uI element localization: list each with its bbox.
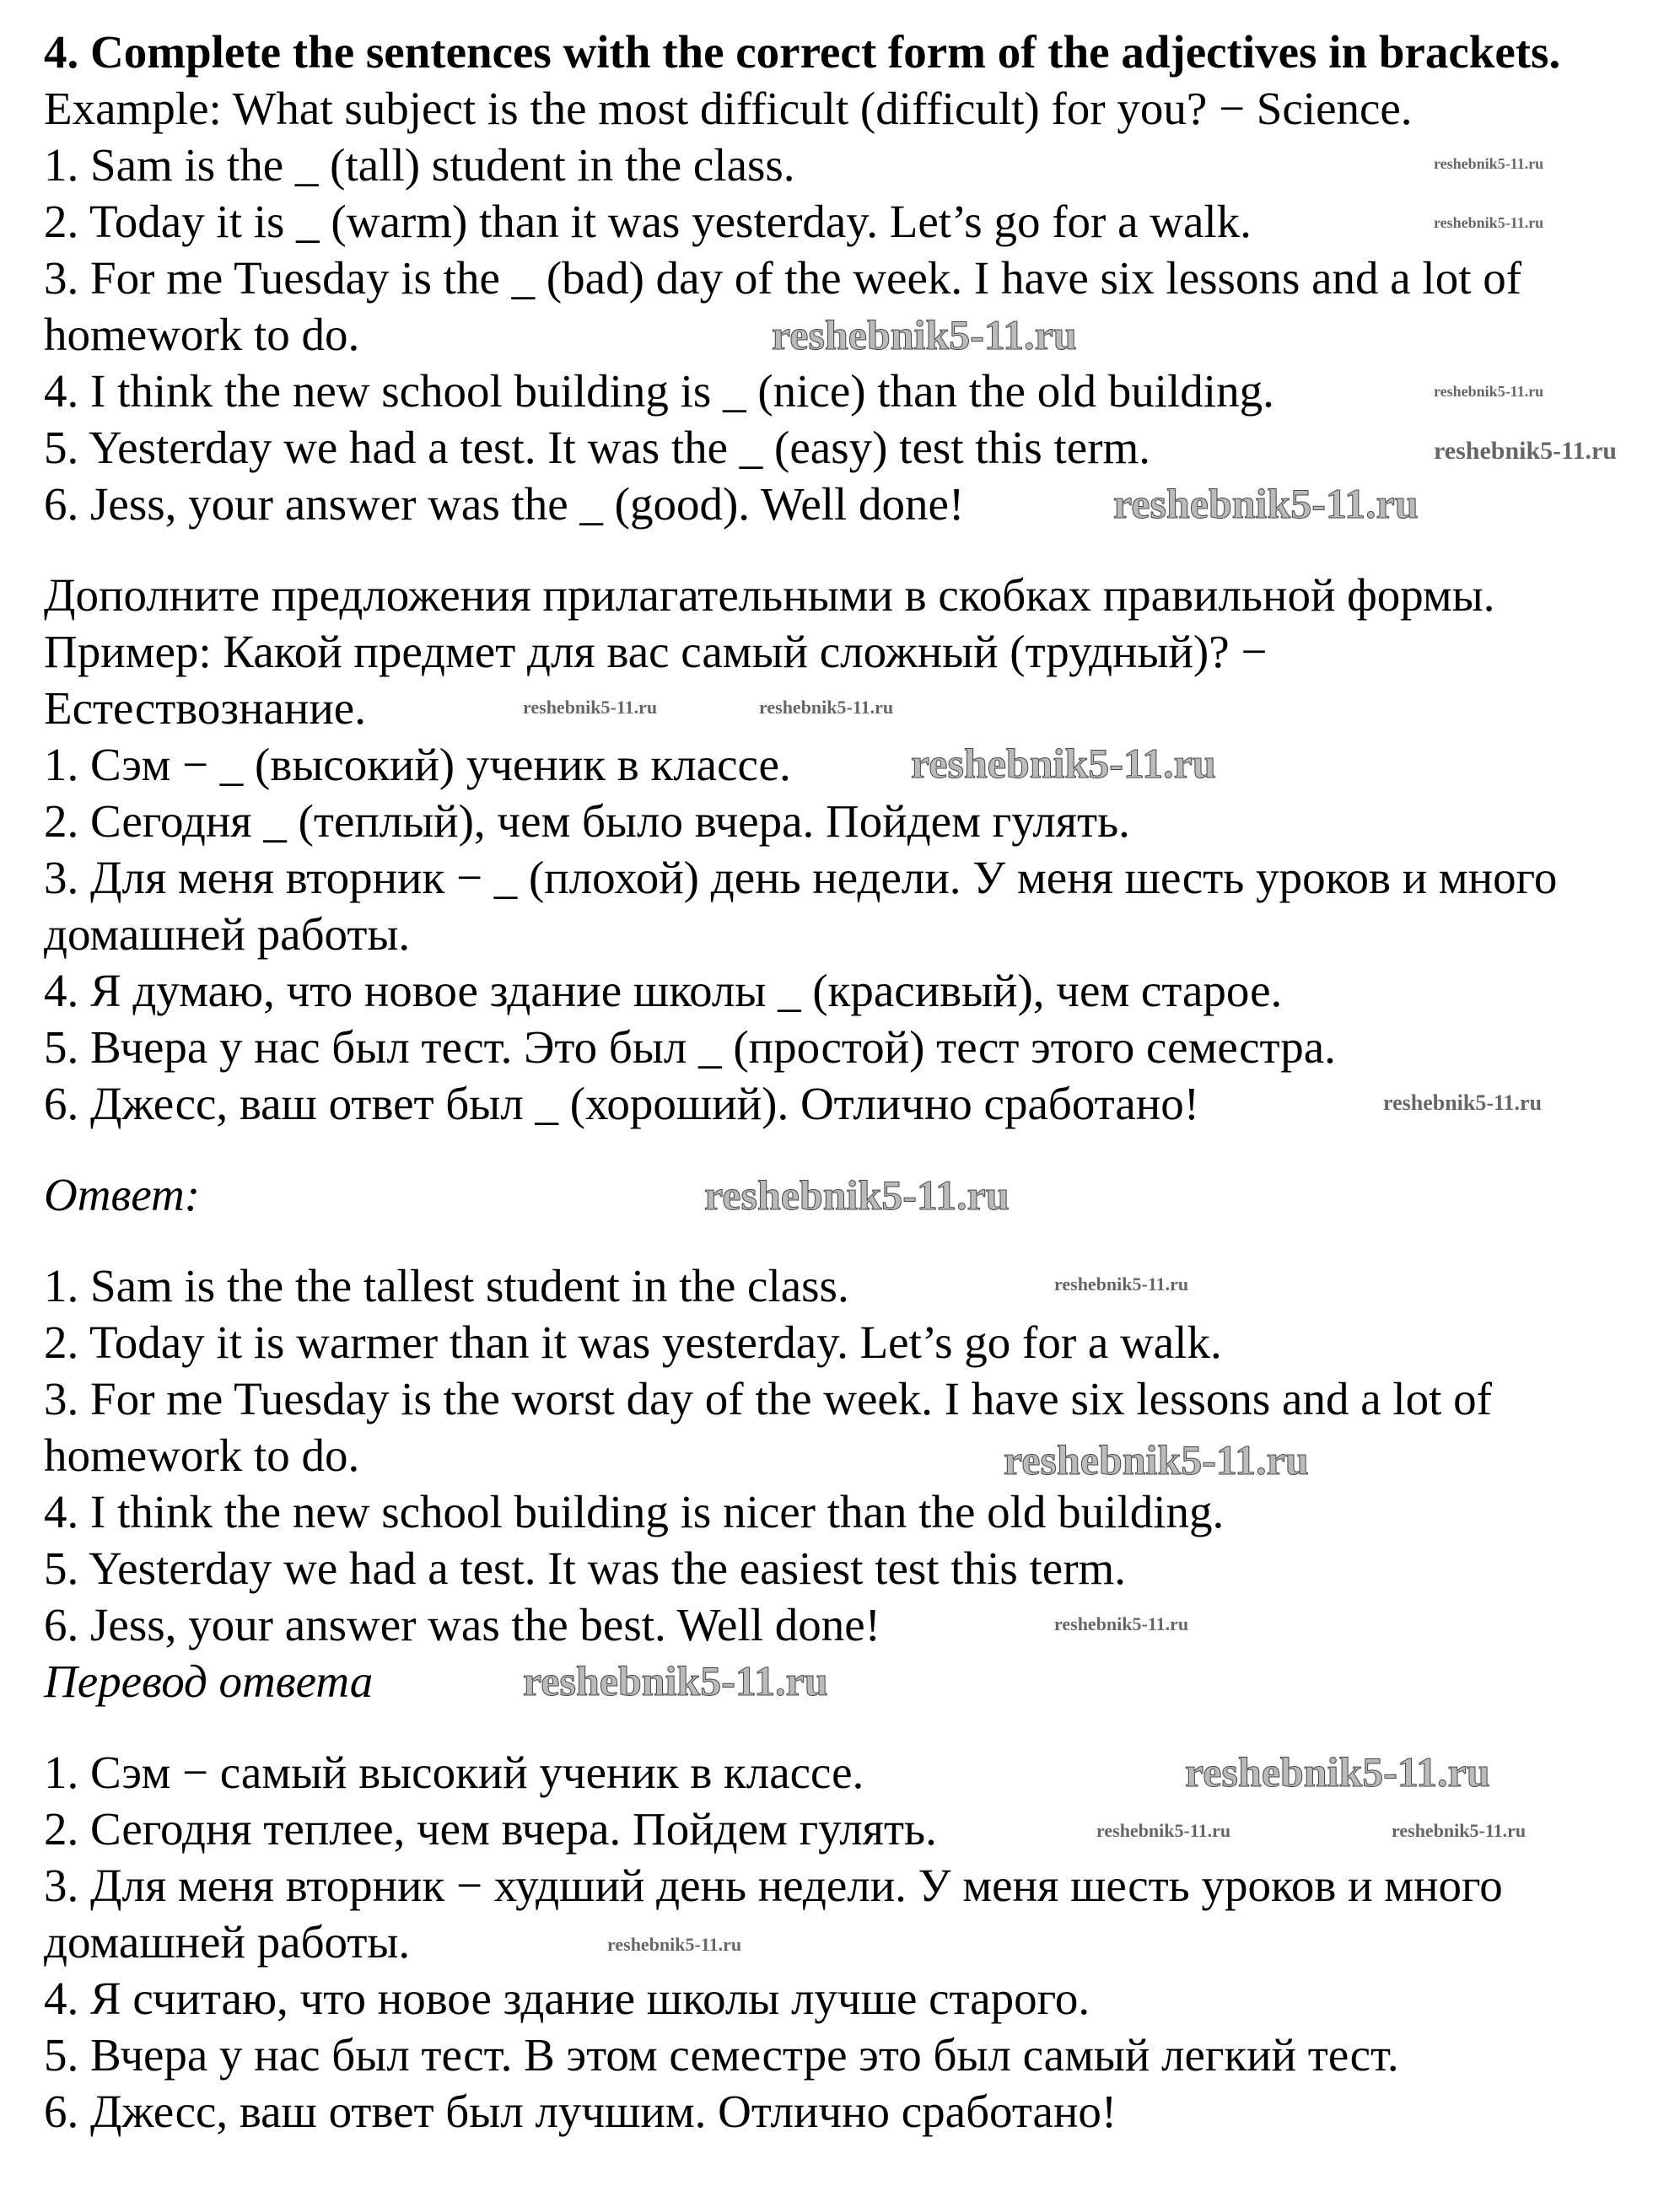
task-ru-line: 6. Джесс, ваш ответ был _ (хороший). Отлично сработано! <box>44 1078 1200 1129</box>
watermark: reshebnik5-11.ru <box>607 1934 742 1955</box>
watermark: reshebnik5-11.ru <box>1054 1613 1189 1634</box>
task-line: 2. Today it is _ (warm) than it was yesterday. Let’s go for a walk. <box>44 196 1252 247</box>
answer-line: 3. For me Tuesday is the worst day of the week. I have six lessons and a lot of <box>44 1373 1492 1424</box>
task-ru-line: 3. Для меня вторник − _ (плохой) день недели. У меня шесть уроков и много <box>44 852 1558 903</box>
task-ru-line: 2. Сегодня _ (теплый), чем было вчера. Пойдем гулять. <box>44 795 1130 847</box>
answer-line: 5. Yesterday we had a test. It was the easiest test this term. <box>44 1542 1127 1594</box>
translation-line: 1. Сэм − самый высокий ученик в классе. <box>44 1747 864 1798</box>
task-ru-line: Естествознание. <box>44 682 366 734</box>
answer-line: 1. Sam is the the tallest student in the class. <box>44 1260 849 1311</box>
watermark: reshebnik5-11.ru <box>772 311 1077 358</box>
translation-line: 5. Вчера у нас был тест. В этом семестре это был самый легкий тест. <box>44 2029 1399 2081</box>
watermark: reshebnik5-11.ru <box>759 697 894 718</box>
watermark: reshebnik5-11.ru <box>1096 1820 1231 1841</box>
watermark: reshebnik5-11.ru <box>1113 480 1419 527</box>
watermark: reshebnik5-11.ru <box>523 1657 828 1704</box>
watermark: reshebnik5-11.ru <box>1434 437 1617 465</box>
task-ru-line: 5. Вчера у нас был тест. Это был _ (простой) тест этого семестра. <box>44 1021 1336 1073</box>
answer-line: homework to do. <box>44 1429 360 1481</box>
task-heading: 4. Complete the sentences with the correct form of the adjectives in brackets. <box>44 26 1561 78</box>
watermark: reshebnik5-11.ru <box>1383 1090 1543 1115</box>
watermark: reshebnik5-11.ru <box>911 740 1216 787</box>
task-line: 1. Sam is the _ (tall) student in the class. <box>44 139 795 191</box>
watermark: reshebnik5-11.ru <box>523 697 658 718</box>
translation-line: 6. Джесс, ваш ответ был лучшим. Отлично сработано! <box>44 2086 1117 2137</box>
task-line: homework to do. <box>44 309 360 360</box>
watermark: reshebnik5-11.ru <box>1434 214 1544 231</box>
watermark: reshebnik5-11.ru <box>1434 383 1544 400</box>
watermark: reshebnik5-11.ru <box>1054 1273 1189 1295</box>
translation-line: 4. Я считаю, что новое здание школы лучше старого. <box>44 1973 1090 2024</box>
watermark: reshebnik5-11.ru <box>1434 155 1544 172</box>
task-ru-line: 1. Сэм − _ (высокий) ученик в классе. <box>44 739 791 790</box>
answer-line: 2. Today it is warmer than it was yesterday. Let’s go for a walk. <box>44 1316 1222 1368</box>
watermark: reshebnik5-11.ru <box>1392 1820 1527 1841</box>
answer-line: 4. I think the new school building is nicer than the old building. <box>44 1486 1225 1537</box>
task-line: 3. For me Tuesday is the _ (bad) day of the week. I have six lessons and a lot of <box>44 252 1522 304</box>
watermark: reshebnik5-11.ru <box>704 1171 1010 1219</box>
watermark: reshebnik5-11.ru <box>1185 1748 1490 1796</box>
task-ru-line: домашней работы. <box>44 908 411 960</box>
translation-label: Перевод ответа <box>44 1656 374 1707</box>
answer-line: 6. Jess, your answer was the best. Well done! <box>44 1599 880 1650</box>
translation-line: домашней работы. <box>44 1916 411 1968</box>
task-line: Example: What subject is the most difficult (difficult) for you? − Science. <box>44 83 1413 134</box>
answer-label: Ответ: <box>44 1169 201 1220</box>
task-ru-line: Дополните предложения прилагательными в скобках правильной формы. <box>44 569 1495 621</box>
translation-line: 2. Сегодня теплее, чем вчера. Пойдем гулять. <box>44 1803 937 1855</box>
task-ru-line: 4. Я думаю, что новое здание школы _ (красивый), чем старое. <box>44 965 1283 1016</box>
task-line: 4. I think the new school building is _ (nice) than the old building. <box>44 365 1274 417</box>
watermark: reshebnik5-11.ru <box>1004 1436 1309 1483</box>
task-line: 6. Jess, your answer was the _ (good). Well done! <box>44 478 965 530</box>
task-ru-line: Пример: Какой предмет для вас самый сложный (трудный)? − <box>44 626 1268 677</box>
translation-line: 3. Для меня вторник − худший день недели. У меня шесть уроков и много <box>44 1860 1503 1911</box>
task-line: 5. Yesterday we had a test. It was the _ (easy) test this term. <box>44 422 1151 473</box>
